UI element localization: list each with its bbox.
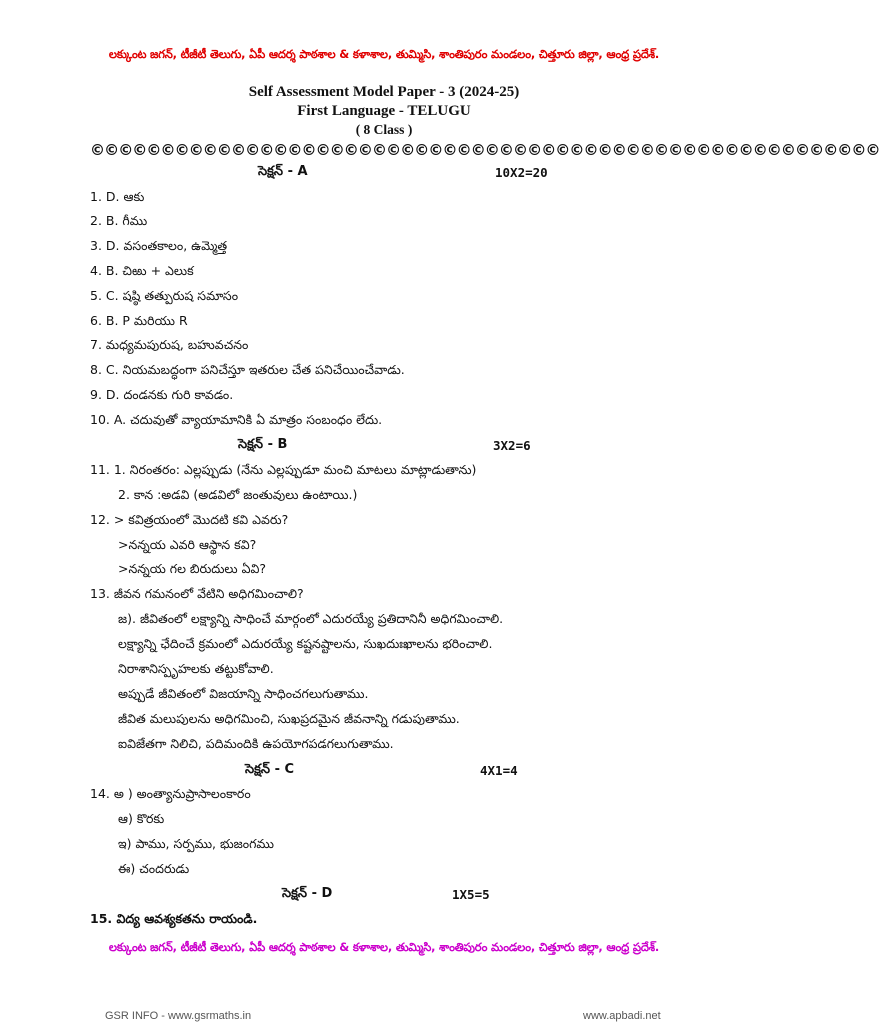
answer-14-line-3: ఇ) పాము, సర్పము, భుజంగము (118, 836, 274, 851)
answer-9: 9. D. దండనకు గురి కావడం. (90, 387, 234, 402)
answer-4: 4. B. చిఱు + ఎలుక (90, 263, 194, 278)
answer-12-line-3: >నన్నయ గల బిరుదులు ఏవి? (118, 561, 267, 576)
section-d-heading: సెక్షన్ - D (282, 886, 333, 901)
answer-13-para-6: ఐవిజేతగా నిలిచి, పదిమందికి ఉపయోగపడగలుగుతాము. (118, 736, 394, 751)
answer-12-line-2: >నన్నయ ఎవరి ఆస్థాన కవి? (118, 537, 257, 552)
answer-13-para-4: అప్పుడే జీవితంలో విజయాన్ని సాధించగలుగుతాము. (118, 686, 369, 701)
answer-14-line-2: ఆ) కొరకు (118, 811, 165, 826)
answer-13-para-5: జీవిత మలుపులను అధిగమించి, సుఖప్రదమైన జీవనాన్ని గడుపుతాము. (118, 711, 460, 726)
answer-3: 3. D. వసంతకాలం, ఉమ్మెత్త (90, 238, 228, 253)
answer-1: 1. D. ఆకు (90, 189, 145, 204)
answer-10: 10. A. చదువుతో వ్యాయామానికి ఏ మాత్రం సంబంధం లేదు. (90, 412, 383, 427)
footer-right-site: www.apbadi.net (583, 1010, 661, 1022)
class-label: ( 8 Class ) (355, 122, 413, 137)
section-c-marks: 4X1=4 (480, 763, 518, 778)
answer-7: 7. మధ్యమపురుష, బహువచనం (90, 337, 249, 352)
section-b-heading: సెక్షన్ - B (238, 437, 288, 452)
answer-13-para-1: జ). జీవితంలో లక్ష్యాన్ని సాధించే మార్గంలో ఎదురయ్యే ప్రతిదానినీ అధిగమించాలి. (118, 611, 504, 626)
section-d-marks: 1X5=5 (452, 887, 490, 902)
section-a-marks: 10X2=20 (495, 165, 548, 180)
answer-8: 8. C. నియమబద్ధంగా పనిచేస్తూ ఇతరుల చేత పనిచేయించేవాడు. (90, 362, 405, 377)
answer-2: 2. B. గీము (90, 213, 148, 228)
answer-13-para-3: నిరాశానిస్పృహలకు తట్టుకోవాలి. (118, 661, 274, 676)
answer-12-line-1: 12. > కవిత్రయంలో మొదటి కవి ఎవరు? (90, 512, 289, 527)
question-15: 15. విద్య ఆవశ్యకతను రాయండి. (90, 911, 258, 926)
section-c-heading: సెక్షన్ - C (245, 762, 295, 777)
footer-left-site: GSR INFO - www.gsrmaths.in (105, 1010, 252, 1022)
answer-11-line-1: 11. 1. నిరంతరం: ఎల్లప్పుడు (నేను ఎల్లప్పుడూ మంచి మాటలు మాట్లాడుతాను) (90, 462, 477, 477)
answer-14-line-4: ఈ) చందరుడు (118, 861, 190, 876)
header-banner: లక్కుంట జగన్, టీజీటీ తెలుగు, ఏపీ ఆదర్శ పాఠశాల & కళాశాల, తుమ్మిసి, శాంతిపురం మండలం, చిత్తూరు జిల్లా, ఆంధ్ర ప్రదేశ్. (108, 47, 660, 61)
answer-5: 5. C. షష్ఠి తత్పురుష సమాసం (90, 288, 239, 303)
footer-banner: లక్కుంట జగన్, టీజీటీ తెలుగు, ఏపీ ఆదర్శ పాఠశాల & కళాశాల, తుమ్మిసి, శాంతిపురం మండలం, చిత్తూరు జిల్లా, ఆంధ్ర ప్రదేశ్. (108, 940, 660, 954)
answer-14-line-1: 14. అ ) అంత్యానుప్రాసాలంకారం (90, 786, 251, 801)
section-b-marks: 3X2=6 (493, 438, 531, 453)
section-a-heading: సెక్షన్ - A (258, 164, 308, 179)
copyright-border: ©©©©©©©©©©©©©©©©©©©©©©©©©©©©©©©©©©©©©©©©©©©©©©©©©©©©©©©© (90, 141, 880, 159)
answer-13-para-2: లక్ష్యాన్ని ఛేదించే క్రమంలో ఎదురయ్యే కష్టనష్టాలను, సుఖదుఃఖాలను భరించాలి. (118, 636, 493, 651)
answer-6: 6. B. P మరియు R (90, 313, 188, 328)
answer-13-line-1: 13. జీవన గమనంలో వేటిని అధిగమించాలి? (90, 586, 304, 601)
answer-11-line-2: 2. కాన :అడవి (అడవిలో జంతువులు ఉంటాయి.) (118, 487, 358, 502)
paper-subtitle: First Language - TELUGU (297, 103, 471, 119)
paper-title: Self Assessment Model Paper - 3 (2024-25) (248, 84, 520, 100)
